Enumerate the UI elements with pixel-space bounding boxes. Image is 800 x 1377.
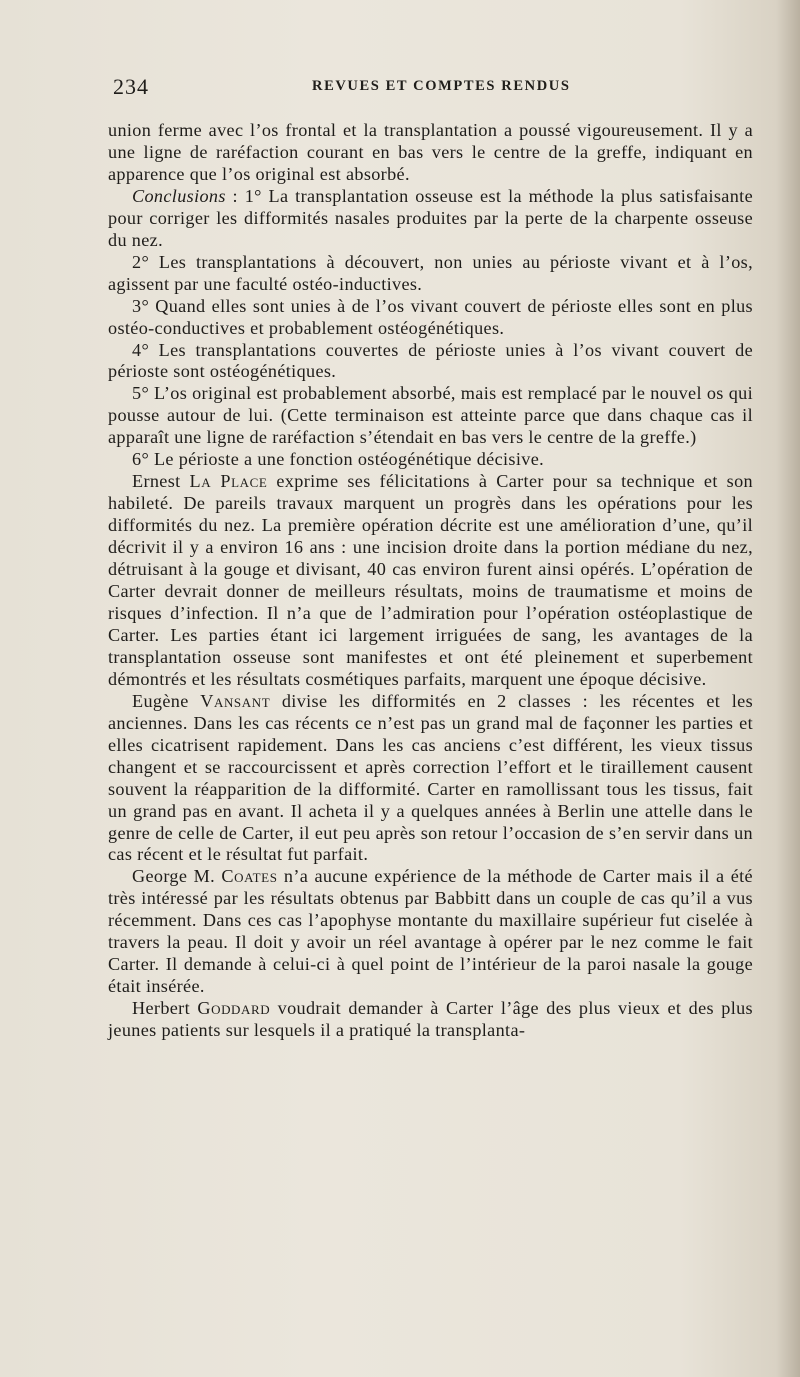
speaker-remarks: exprime ses félicitations à Carter pour sa technique et son habileté. De pareils travaux marquent un progrès dans les opérations pour les difformités du nez. La première opération décrite est une amélioration d’une, qu’il décrivit il y a environ 16 ans : une incision droite dans la portion médiane du nez, détruisant à la gouge et divisant, 40 cas environ furent ainsi opérés. L’opération de Carter devrait donner de meilleurs résultats, moins de traumatisme et moins de risques d’infection. Il n’a que de l’admiration pour l’opération ostéoplastique de Carter. Les parties étant ici largement irriguées de sang, les avantages de la transplantation osseuse sont manifestes et ont été pleinement et superbement démontrés et les résultats cosmétiques parfaits, marquent une époque décisive. — [108, 471, 753, 689]
page-number: 234 — [113, 74, 149, 99]
conclusion-5: 5° L’os original est probablement absorbé, mais est remplacé par le nouvel os qui pousse autour de lui. (Cette terminaison est atteinte parce que dans chaque cas il apparaît une ligne de raréfaction s’étendait en bas vers le centre de la greffe.) — [108, 383, 753, 448]
paragraph-coates — [108, 866, 753, 998]
conclusion-3: 3° Quand elles sont unies à de l’os vivant couvert de périoste elles sont en plus ostéo-conductives et probablement ostéogénétiques. — [108, 295, 753, 338]
speaker-first-name: Eugène — [132, 690, 189, 711]
speaker-remarks: n’a aucune expérience de la méthode de Carter mais il a été très intéressé par les résultats obtenus par Babbitt dans un couple de cas qu’il a vus récemment. Dans ces cas l’apophyse montante du maxillaire supérieur fut ciselée à travers la peau. Il doit y avoir un réel avantage à opérer par le nez comme le fait Carter. Il demande à celui-ci à quel point de l’intérieur de la paroi nasale la gouge était insérée. — [108, 866, 753, 997]
speaker-name: Goddard — [197, 998, 271, 1019]
speaker-first-name: Ernest — [132, 471, 181, 492]
speaker-name: Coates — [221, 866, 278, 887]
speaker-first-name: Herbert — [132, 998, 190, 1019]
speaker-name: La Place — [189, 471, 268, 492]
body-text — [108, 120, 753, 1042]
running-header — [0, 74, 800, 102]
speaker-first-name: George M. — [132, 866, 216, 887]
conclusions-label: Conclusions — [132, 185, 226, 206]
paragraph-conclusions — [108, 186, 753, 252]
speaker-remarks: divise les difformités en 2 classes : les récentes et les anciennes. Dans les cas récents ce n’est pas un grand mal de façonner les parties et elles cicatrisent rapidement. Dans les cas anciens c’est différent, les vieux tissus changent et se raccourcissent et après correction l’effort et le tiraillement causent souvent la réapparition de la difformité. Carter en ramollissant tous les tissus, fait un grand pas en avant. Il acheta il y a quelques années à Berlin une attelle dans le genre de celle de Carter, il eut peu après son retour l’occasion de s’en servir dans un cas récent et le résultat fut parfait. — [108, 690, 753, 865]
conclusion-1: : 1° La transplantation osseuse est la méthode la plus satisfaisante pour corriger les difformités nasales produites par la perte de la charpente osseuse du nez. — [108, 185, 753, 250]
paragraph-vansant — [108, 691, 753, 867]
conclusion-4: 4° Les transplantations couvertes de périoste unies à l’os vivant couvert de périoste sont ostéogénétiques. — [108, 339, 753, 382]
speaker-name: Vansant — [200, 690, 271, 711]
paragraph-la-place — [108, 471, 753, 691]
speaker-remarks: voudrait demander à Carter l’âge des plus vieux et des plus jeunes patients sur lesquels il a pratiqué la transplanta- — [108, 998, 753, 1041]
paragraph-goddard — [108, 998, 753, 1042]
paragraph-continuation: union ferme avec l’os frontal et la transplantation a poussé vigoureusement. Il y a une ligne de raréfaction courant en bas vers le centre de la greffe, indiquant en apparence que l’os original est absorbé. — [108, 120, 753, 184]
running-title: REVUES ET COMPTES RENDUS — [312, 78, 571, 94]
conclusion-6: 6° Le périoste a une fonction ostéogénétique décisive. — [132, 449, 545, 470]
conclusion-2: 2° Les transplantations à découvert, non unies au périoste vivant et à l’os, agissent par une faculté ostéo-inductives. — [108, 251, 753, 294]
